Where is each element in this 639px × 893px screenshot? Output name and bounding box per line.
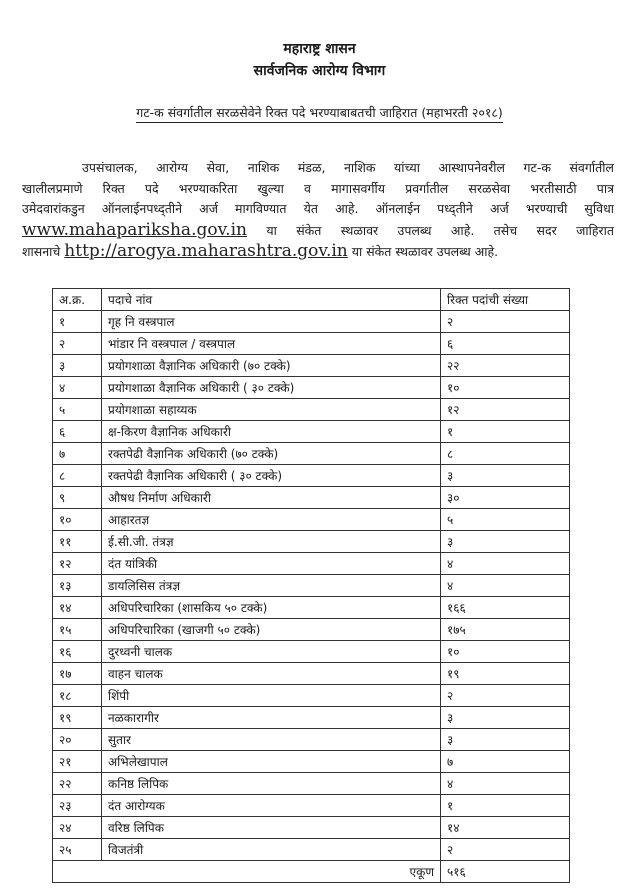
serial-no-cell: १६ (53, 641, 102, 663)
table-body (53, 311, 570, 861)
post-name-cell: दुरध्वनी चालक (102, 641, 441, 663)
serial-no-cell: १० (53, 509, 102, 531)
arogya-link[interactable]: http://arogya.maharashtra.gov.in (64, 241, 348, 261)
notice-title-text: गट-क संवर्गातील सरळसेवेने रिक्त पदे भरण्याबाबतची जाहिरात (महाभरती २०१८) (136, 105, 502, 123)
vacancy-count-cell: १ (441, 795, 570, 817)
post-name-cell: कनिष्ठ लिपिक (102, 773, 441, 795)
serial-no-cell: २ (53, 333, 102, 355)
vacancy-count-cell: २ (441, 685, 570, 707)
serial-no-cell: २५ (53, 839, 102, 861)
vacancy-count-cell: ५ (441, 509, 570, 531)
paragraph-line-5 (22, 241, 614, 263)
table-row (53, 377, 570, 399)
table-row (53, 575, 570, 597)
serial-no-cell: २१ (53, 751, 102, 773)
paragraph-line-5-text: या संकेत स्थळावर उपलब्ध आहे. (351, 244, 499, 259)
vacancy-count-cell: ४ (441, 773, 570, 795)
header-vacancy-count: रिक्त पदांची संख्या (441, 289, 570, 311)
table-row (53, 509, 570, 531)
government-name: महाराष्ट्र शासन (283, 41, 356, 57)
post-name-cell: सुतार (102, 729, 441, 751)
table-row (53, 641, 570, 663)
vacancy-count-cell: १ (441, 421, 570, 443)
vacancy-count-cell: ३ (441, 465, 570, 487)
vacancy-table (52, 288, 570, 883)
vacancy-count-cell: १० (441, 641, 570, 663)
post-name-cell: दंत आरोग्यक (102, 795, 441, 817)
serial-no-cell: ११ (53, 531, 102, 553)
serial-no-cell: २३ (53, 795, 102, 817)
table-row (53, 795, 570, 817)
serial-no-cell: ८ (53, 465, 102, 487)
paragraph-line-2: खालीलप्रमाणे रिक्त पदे भरण्याकरिता खुल्या व मागासवर्गीय प्रवर्गातील सरळसेवा भरतीसाठी पात्र (22, 180, 614, 196)
post-name-cell: प्रयोगशाळा वैज्ञानिक अधिकारी ( ३० टक्के) (102, 377, 441, 399)
table-row (53, 333, 570, 355)
post-name-cell: रक्तपेढी वैज्ञानिक अधिकारी (७० टक्के) (102, 443, 441, 465)
vacancy-count-cell: १४ (441, 817, 570, 839)
table-total-row (53, 861, 570, 883)
vacancy-count-cell: १७५ (441, 619, 570, 641)
post-name-cell: अभिलेखापाल (102, 751, 441, 773)
notice-paragraph (22, 158, 614, 263)
paragraph-line-4 (22, 220, 614, 242)
post-name-cell: क्ष-किरण वैज्ञानिक अधिकारी (102, 421, 441, 443)
vacancy-count-cell: ६ (441, 333, 570, 355)
serial-no-cell: २४ (53, 817, 102, 839)
serial-no-cell: १८ (53, 685, 102, 707)
total-value: ५१६ (441, 861, 570, 883)
table-row (53, 597, 570, 619)
post-name-cell: वाहन चालक (102, 663, 441, 685)
table-row (53, 443, 570, 465)
vacancy-count-cell: १० (441, 377, 570, 399)
serial-no-cell: ९ (53, 487, 102, 509)
header-post-name: पदाचे नांव (102, 289, 441, 311)
paragraph-line-1: उपसंचालक, आरोग्य सेवा, नाशिक मंडळ, नाशिक यांच्या आस्थापनेवरील गट-क संवर्गातील (82, 160, 614, 175)
serial-no-cell: १७ (53, 663, 102, 685)
post-name-cell: अधिपरिचारिका (खाजगी ५० टक्के) (102, 619, 441, 641)
document-header (0, 38, 639, 82)
post-name-cell: रक्तपेढी वैज्ञानिक अधिकारी ( ३० टक्के) (102, 465, 441, 487)
post-name-cell: शिंपी (102, 685, 441, 707)
paragraph-line-5-prefix: शासनाचे (22, 244, 61, 259)
total-label: एकूण (53, 861, 441, 883)
table-row (53, 663, 570, 685)
serial-no-cell: ७ (53, 443, 102, 465)
post-name-cell: वरिष्ठ लिपिक (102, 817, 441, 839)
serial-no-cell: १२ (53, 553, 102, 575)
table-row (53, 399, 570, 421)
table-row (53, 421, 570, 443)
vacancy-count-cell: ४ (441, 575, 570, 597)
vacancy-count-cell: १६६ (441, 597, 570, 619)
post-name-cell: विजतंत्री (102, 839, 441, 861)
post-name-cell: आहारतज्ञ (102, 509, 441, 531)
table-row (53, 729, 570, 751)
table-row (53, 817, 570, 839)
table-row (53, 685, 570, 707)
table-row (53, 487, 570, 509)
serial-no-cell: १५ (53, 619, 102, 641)
serial-no-cell: ५ (53, 399, 102, 421)
vacancy-count-cell: १२ (441, 399, 570, 421)
table-row (53, 355, 570, 377)
serial-no-cell: १ (53, 311, 102, 333)
serial-no-cell: २० (53, 729, 102, 751)
vacancy-count-cell: १९ (441, 663, 570, 685)
serial-no-cell: १९ (53, 707, 102, 729)
notice-title (0, 104, 639, 122)
vacancy-count-cell: ३ (441, 531, 570, 553)
paragraph-line-4-text: या संकेत स्थळावर उपलब्ध आहे. तसेच सदर जाहिरात (266, 222, 614, 238)
table-header-row (53, 289, 570, 311)
post-name-cell: अधिपरिचारिका (शासकिय ५० टक्के) (102, 597, 441, 619)
serial-no-cell: ३ (53, 355, 102, 377)
vacancy-count-cell: ३ (441, 707, 570, 729)
post-name-cell: गृह नि वस्त्रपाल (102, 311, 441, 333)
serial-no-cell: ४ (53, 377, 102, 399)
mahapariksha-link[interactable]: www.mahapariksha.gov.in (22, 219, 247, 240)
vacancy-count-cell: ८ (441, 443, 570, 465)
vacancy-count-cell: २ (441, 311, 570, 333)
serial-no-cell: १४ (53, 597, 102, 619)
department-name: सार्वजनिक आरोग्य विभाग (253, 63, 386, 79)
table-row (53, 311, 570, 333)
vacancy-count-cell: २ (441, 839, 570, 861)
table-row (53, 465, 570, 487)
vacancy-count-cell: ७ (441, 751, 570, 773)
paragraph-line-3: उमेदवारांकडुन ऑनलाईनपध्द्तीने अर्ज मागविण्यात येत आहे. ऑनलाईन पध्द्तीने अर्ज भरण्याची सुविधा (22, 201, 614, 216)
vacancy-count-cell: ३० (441, 487, 570, 509)
table-row (53, 553, 570, 575)
post-name-cell: भांडार नि वस्त्रपाल / वस्त्रपाल (102, 333, 441, 355)
vacancy-count-cell: ३ (441, 729, 570, 751)
serial-no-cell: १३ (53, 575, 102, 597)
header-serial-no: अ.क्र. (53, 289, 102, 311)
post-name-cell: प्रयोगशाळा वैज्ञानिक अधिकारी (७० टक्के) (102, 355, 441, 377)
table-row (53, 531, 570, 553)
post-name-cell: औषध निर्माण अधिकारी (102, 487, 441, 509)
vacancy-count-cell: ४ (441, 553, 570, 575)
table-row (53, 619, 570, 641)
vacancy-count-cell: २२ (441, 355, 570, 377)
table-row (53, 707, 570, 729)
post-name-cell: डायलिसिस तंत्रज्ञ (102, 575, 441, 597)
table-row (53, 773, 570, 795)
table-row (53, 839, 570, 861)
serial-no-cell: २२ (53, 773, 102, 795)
table-row (53, 751, 570, 773)
post-name-cell: नळकारागीर (102, 707, 441, 729)
serial-no-cell: ६ (53, 421, 102, 443)
post-name-cell: ई.सी.जी. तंत्रज्ञ (102, 531, 441, 553)
post-name-cell: दंत यांत्रिकी (102, 553, 441, 575)
post-name-cell: प्रयोगशाळा सहाय्यक (102, 399, 441, 421)
